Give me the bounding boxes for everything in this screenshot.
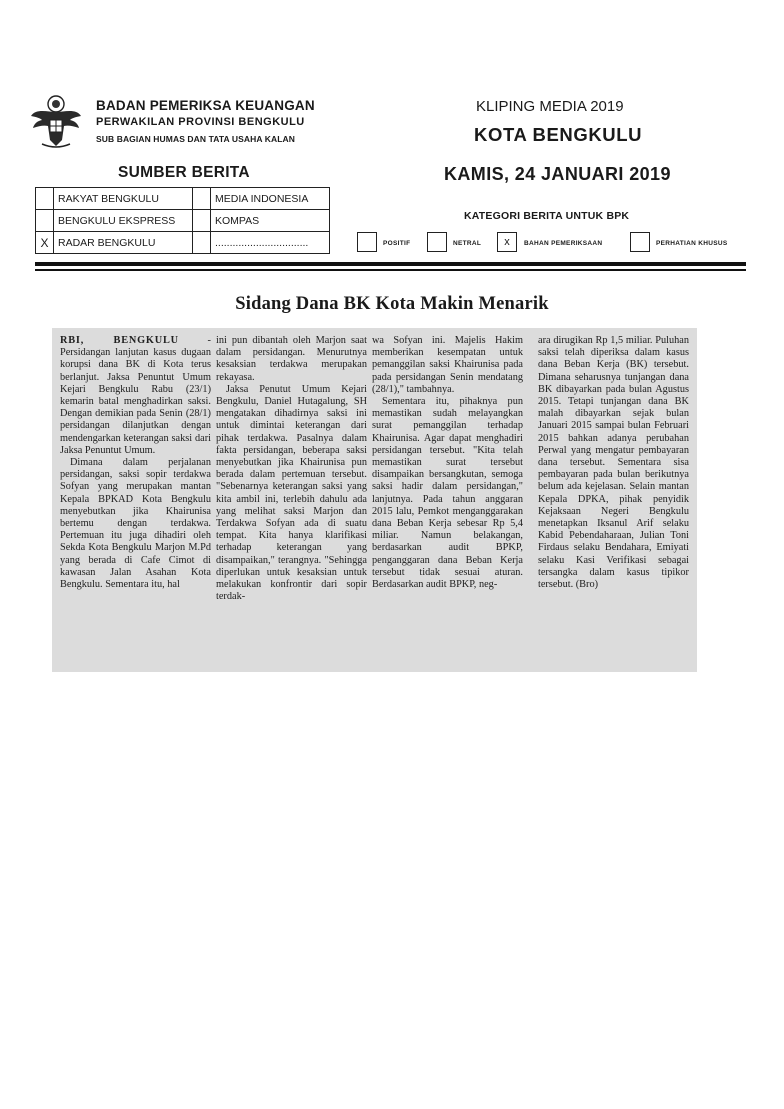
article-paragraph: ara dirugikan Rp 1,5 miliar. Puluhan saksi telah diperiksa dalam kasus dana Beban Kerja (BK) tersebut. Dimana seharusnya tunjangan dana BK dibayarkan pada bulan Agustus 2015. Tetapi tunjangan dana BK malah dibayarkan sejak bulan Januari 2015 sampai bulan Februari 2015 bahkan adanya perubahan Perwal yang mengatur pembayaran dana tersebut. Sementara sisa pembayaran pada bulan berikutnya belum ada kejelasan. Selain mantan Kepala DPKA, pihak penyidik Kejaksaan Negeri Bengkulu menetapkan Iksanul Arif selaku Kabid Pebendaharaan, Julian Toni Firdaus selaku Bendahara, Emiyati selaku Kasi Verifikasi sebagai tersangka dalam kasus tipikor tersebut. (Bro) — [538, 335, 689, 591]
source-row — [36, 232, 330, 254]
org-branch: PERWAKILAN PROVINSI BENGKULU — [96, 116, 305, 128]
source-checkbox: X — [36, 232, 54, 254]
article-paragraph: Sementara itu, pihaknya pun memastikan sudah melayangkan surat pemanggilan terhadap Khairunisa. Agar dapat menghadiri persidangan tersebut. "Kita telah memastikan surat tersebut disampaikan bersangkutan, semoga saksi hadir dalam persidangan," lanjutnya. Pada tahun anggaran 2015 lalu, Pemkot menganggarakan dana Beban Kerja sebesar Rp 5,4 miliar. Namun belakangan, berdasarkan audit BPKP, penganggaran dana Beban Kerja tersebut tidak sesuai aturan. Berdasarkan audit BPKP, neg- — [372, 396, 523, 591]
source-section-title: SUMBER BERITA — [118, 164, 250, 181]
clipping-date: KAMIS, 24 JANUARI 2019 — [444, 164, 671, 184]
category-label: NETRAL — [453, 240, 482, 247]
source-checkbox — [36, 210, 54, 232]
header-divider-thick — [35, 262, 746, 266]
source-name: ................................ — [211, 232, 330, 254]
source-checkbox — [193, 188, 211, 210]
article-paragraph-text: - Persidangan lanjutan kasus dugaan korupsi dana BK di Kota terus berlanjut. Jaksa Penuntut Umum Kejari Bengkulu Rabu (23/1) kemarin batal menghadirkan saksi. Dengan demikian pada Senin (28/1) persidangan dilanjutkan dengan mendengarkan keterangan saksi dari Jaksa Penuntut Umum. — [60, 335, 211, 456]
article-headline: Sidang Dana BK Kota Makin Menarik — [235, 294, 549, 314]
category-checkbox-netral — [427, 232, 447, 252]
article-paragraph — [60, 335, 211, 457]
city-title: KOTA BENGKULU — [474, 124, 643, 145]
source-table — [35, 187, 330, 254]
kliping-label: KLIPING MEDIA 2019 — [476, 98, 624, 115]
source-checkbox — [36, 188, 54, 210]
category-label: POSITIF — [383, 240, 411, 247]
source-name: RAKYAT BENGKULU — [54, 188, 193, 210]
article-column-1 — [60, 335, 211, 591]
article-column-4 — [538, 335, 689, 591]
newspaper-clipping — [52, 328, 697, 672]
article-column-3 — [372, 335, 523, 591]
article-column-2 — [216, 335, 367, 603]
garuda-emblem-icon — [28, 90, 84, 150]
org-subdivision: SUB BAGIAN HUMAS DAN TATA USAHA KALAN — [96, 134, 296, 144]
source-checkbox — [193, 210, 211, 232]
source-row — [36, 188, 330, 210]
source-name: RADAR BENGKULU — [54, 232, 193, 254]
category-checkbox-positif — [357, 232, 377, 252]
category-section-title: KATEGORI BERITA UNTUK BPK — [464, 210, 630, 222]
category-label: PERHATIAN KHUSUS — [656, 240, 728, 247]
source-name: KOMPAS — [211, 210, 330, 232]
article-paragraph: wa Sofyan ini. Majelis Hakim memberikan kesempatan untuk pemanggilan saksi Khairunisa pada pada persidangan Senin mendatang (28/1)," tambahnya. — [372, 335, 523, 395]
article-paragraph: Jaksa Penutut Umum Kejari Bengkulu, Daniel Hutagalung, SH mengatakan dihadirnya saksi ini untuk dimintai keterangan dari pihak terdakwa. Pasalnya dalam fakta persidangan, beberapa saksi menyebutkan jika Khairunisa pun berada dalam pertemuan tersebut. "Sebenarnya keterangan saksi yang kita ambil ini, terlebih dahulu ada yang melihat saksi Marjon dan Terdakwa Sofyan ada di suatu tempat. Kita hanya klarifikasi terhadap keterangan yang disampaikan," terangnya. "Sehingga diperlukan untuk kesaksian untuk melakukan konfrontir dari sopir terdak- — [216, 383, 367, 603]
category-label: BAHAN PEMERIKSAAN — [524, 240, 603, 247]
article-paragraph: ini pun dibantah oleh Marjon saat dalam persidangan. Menurutnya kesaksian terdakwa merupakan rekayasa. — [216, 335, 367, 383]
source-checkbox — [193, 232, 211, 254]
category-checkbox-perhatian-khusus — [630, 232, 650, 252]
header-divider-thin — [35, 269, 746, 271]
source-row — [36, 210, 330, 232]
article-dateline: RBI, BENGKULU — [60, 335, 179, 346]
source-name: MEDIA INDONESIA — [211, 188, 330, 210]
source-name: BENGKULU EKSPRESS — [54, 210, 193, 232]
org-name: BADAN PEMERIKSA KEUANGAN — [96, 98, 315, 113]
article-paragraph: Dimana dalam perjalanan persidangan, saksi sopir terdakwa Sofyan yang merupakan mantan Kepala BPKAD Kota Bengkulu menyebutkan jika Khairunisa bertemu dengan terdakwa. Pertemuan itu juga dihadiri oleh Sekda Kota Bengkulu Marjon M.Pd yang berada di Cafe Cimot di kawasan Jalan Asahan Kota Bengkulu. Sementara itu, hal — [60, 457, 211, 591]
category-checkbox-bahan-pemeriksaan: x — [497, 232, 517, 252]
